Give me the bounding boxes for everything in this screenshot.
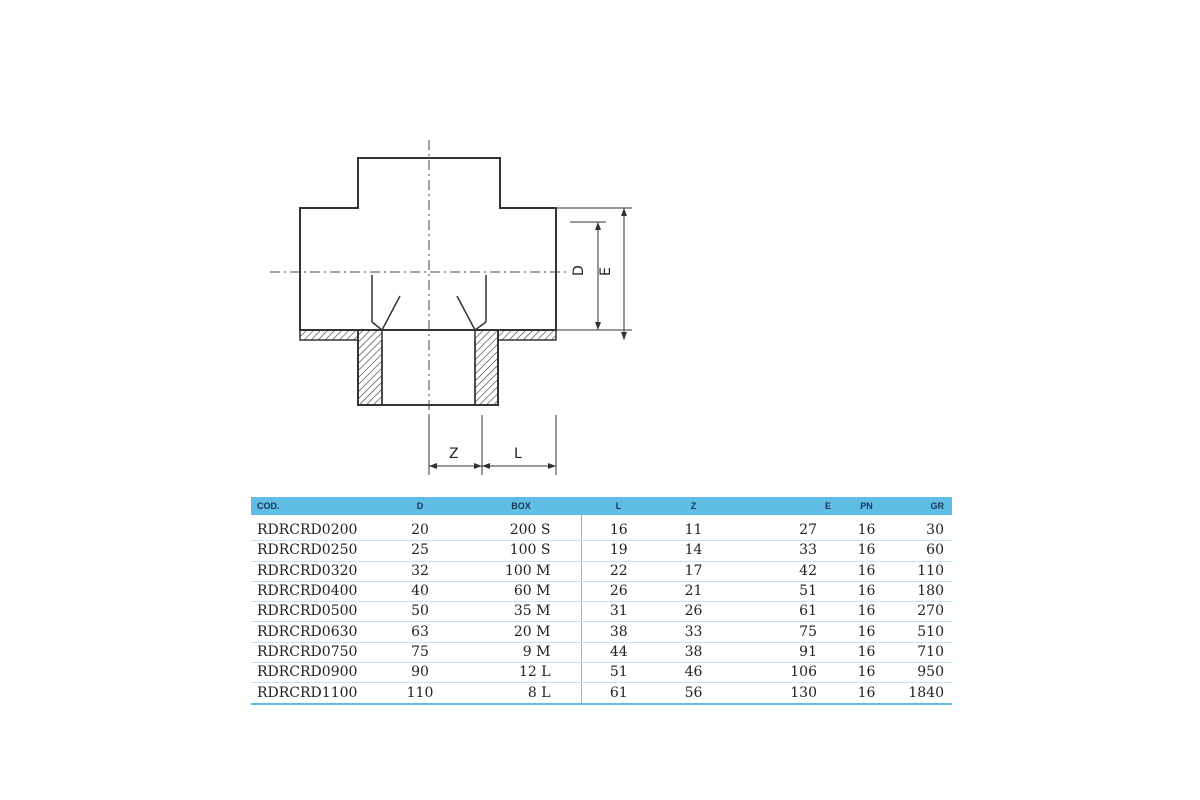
cell-gr: 30	[894, 515, 952, 541]
cell-code: RDRCRD0400	[251, 581, 379, 601]
cell-d: 90	[379, 663, 461, 683]
table-row	[251, 622, 952, 642]
cell-e: 27	[731, 515, 839, 541]
cell-l: 26	[581, 581, 656, 601]
dimension-label-l: L	[514, 446, 522, 462]
cell-l: 16	[581, 515, 656, 541]
dimension-label-d: D	[571, 265, 587, 276]
cell-d: 50	[379, 602, 461, 622]
cell-pn: 16	[839, 541, 894, 561]
cell-d: 110	[379, 683, 461, 703]
cell-pn: 16	[839, 642, 894, 662]
cell-e: 61	[731, 602, 839, 622]
table-row	[251, 561, 952, 581]
cell-box: 60 M	[461, 581, 581, 601]
cell-e: 130	[731, 683, 839, 703]
cell-z: 11	[656, 515, 731, 541]
fitting-outline	[300, 158, 556, 405]
cell-l: 51	[581, 663, 656, 683]
dimension-label-z: Z	[449, 446, 459, 462]
cell-code: RDRCRD0630	[251, 622, 379, 642]
cell-box: 35 M	[461, 602, 581, 622]
cell-pn: 16	[839, 683, 894, 703]
column-header-e: E	[824, 501, 831, 511]
cell-d: 20	[379, 515, 461, 541]
specification-table	[251, 497, 952, 704]
cell-gr: 1840	[894, 683, 952, 703]
cell-d: 25	[379, 541, 461, 561]
hatched-section	[475, 330, 556, 405]
column-header-d: D	[416, 501, 424, 511]
table-row	[251, 515, 952, 541]
cell-e: 51	[731, 581, 839, 601]
column-header-l: L	[615, 501, 622, 511]
table-row	[251, 642, 952, 662]
cell-l: 19	[581, 541, 656, 561]
table-header-row	[251, 497, 952, 515]
cell-box: 20 M	[461, 622, 581, 642]
column-header-pn: PN	[860, 501, 873, 511]
cell-d: 40	[379, 581, 461, 601]
cell-e: 33	[731, 541, 839, 561]
cell-z: 21	[656, 581, 731, 601]
cell-d: 32	[379, 561, 461, 581]
cell-code: RDRCRD0750	[251, 642, 379, 662]
cell-code: RDRCRD0320	[251, 561, 379, 581]
cell-box: 100 M	[461, 561, 581, 581]
cell-code: RDRCRD1100	[251, 683, 379, 703]
cell-pn: 16	[839, 622, 894, 642]
cell-e: 106	[731, 663, 839, 683]
table-row	[251, 581, 952, 601]
cell-gr: 950	[894, 663, 952, 683]
cell-code: RDRCRD0500	[251, 602, 379, 622]
cell-code: RDRCRD0900	[251, 663, 379, 683]
cell-z: 17	[656, 561, 731, 581]
cell-gr: 270	[894, 602, 952, 622]
cell-d: 63	[379, 622, 461, 642]
table-row	[251, 541, 952, 561]
cell-e: 75	[731, 622, 839, 642]
cell-box: 200 S	[461, 515, 581, 541]
cell-pn: 16	[839, 581, 894, 601]
column-header-z: Z	[690, 501, 697, 511]
cell-e: 91	[731, 642, 839, 662]
table-row	[251, 683, 952, 703]
cell-z: 38	[656, 642, 731, 662]
column-header-cod: COD.	[257, 501, 280, 511]
cell-l: 38	[581, 622, 656, 642]
dimension-label-e: E	[598, 267, 614, 276]
cell-z: 33	[656, 622, 731, 642]
table-row	[251, 663, 952, 683]
table-row	[251, 602, 952, 622]
cell-d: 75	[379, 642, 461, 662]
cell-code: RDRCRD0200	[251, 515, 379, 541]
hatched-section	[300, 330, 382, 405]
cell-z: 56	[656, 683, 731, 703]
cell-pn: 16	[839, 561, 894, 581]
cell-l: 22	[581, 561, 656, 581]
cell-box: 100 S	[461, 541, 581, 561]
cell-gr: 60	[894, 541, 952, 561]
cell-z: 26	[656, 602, 731, 622]
column-header-gr: GR	[930, 501, 944, 511]
cell-gr: 710	[894, 642, 952, 662]
cell-e: 42	[731, 561, 839, 581]
cell-l: 44	[581, 642, 656, 662]
cell-pn: 16	[839, 515, 894, 541]
cell-box: 9 M	[461, 642, 581, 662]
cell-box: 8 L	[461, 683, 581, 703]
cell-l: 61	[581, 683, 656, 703]
cell-gr: 110	[894, 561, 952, 581]
cell-code: RDRCRD0250	[251, 541, 379, 561]
cell-box: 12 L	[461, 663, 581, 683]
cell-l: 31	[581, 602, 656, 622]
cell-gr: 180	[894, 581, 952, 601]
cell-pn: 16	[839, 602, 894, 622]
cell-z: 14	[656, 541, 731, 561]
column-header-box: BOX	[511, 501, 531, 511]
cell-pn: 16	[839, 663, 894, 683]
cell-z: 46	[656, 663, 731, 683]
cell-gr: 510	[894, 622, 952, 642]
